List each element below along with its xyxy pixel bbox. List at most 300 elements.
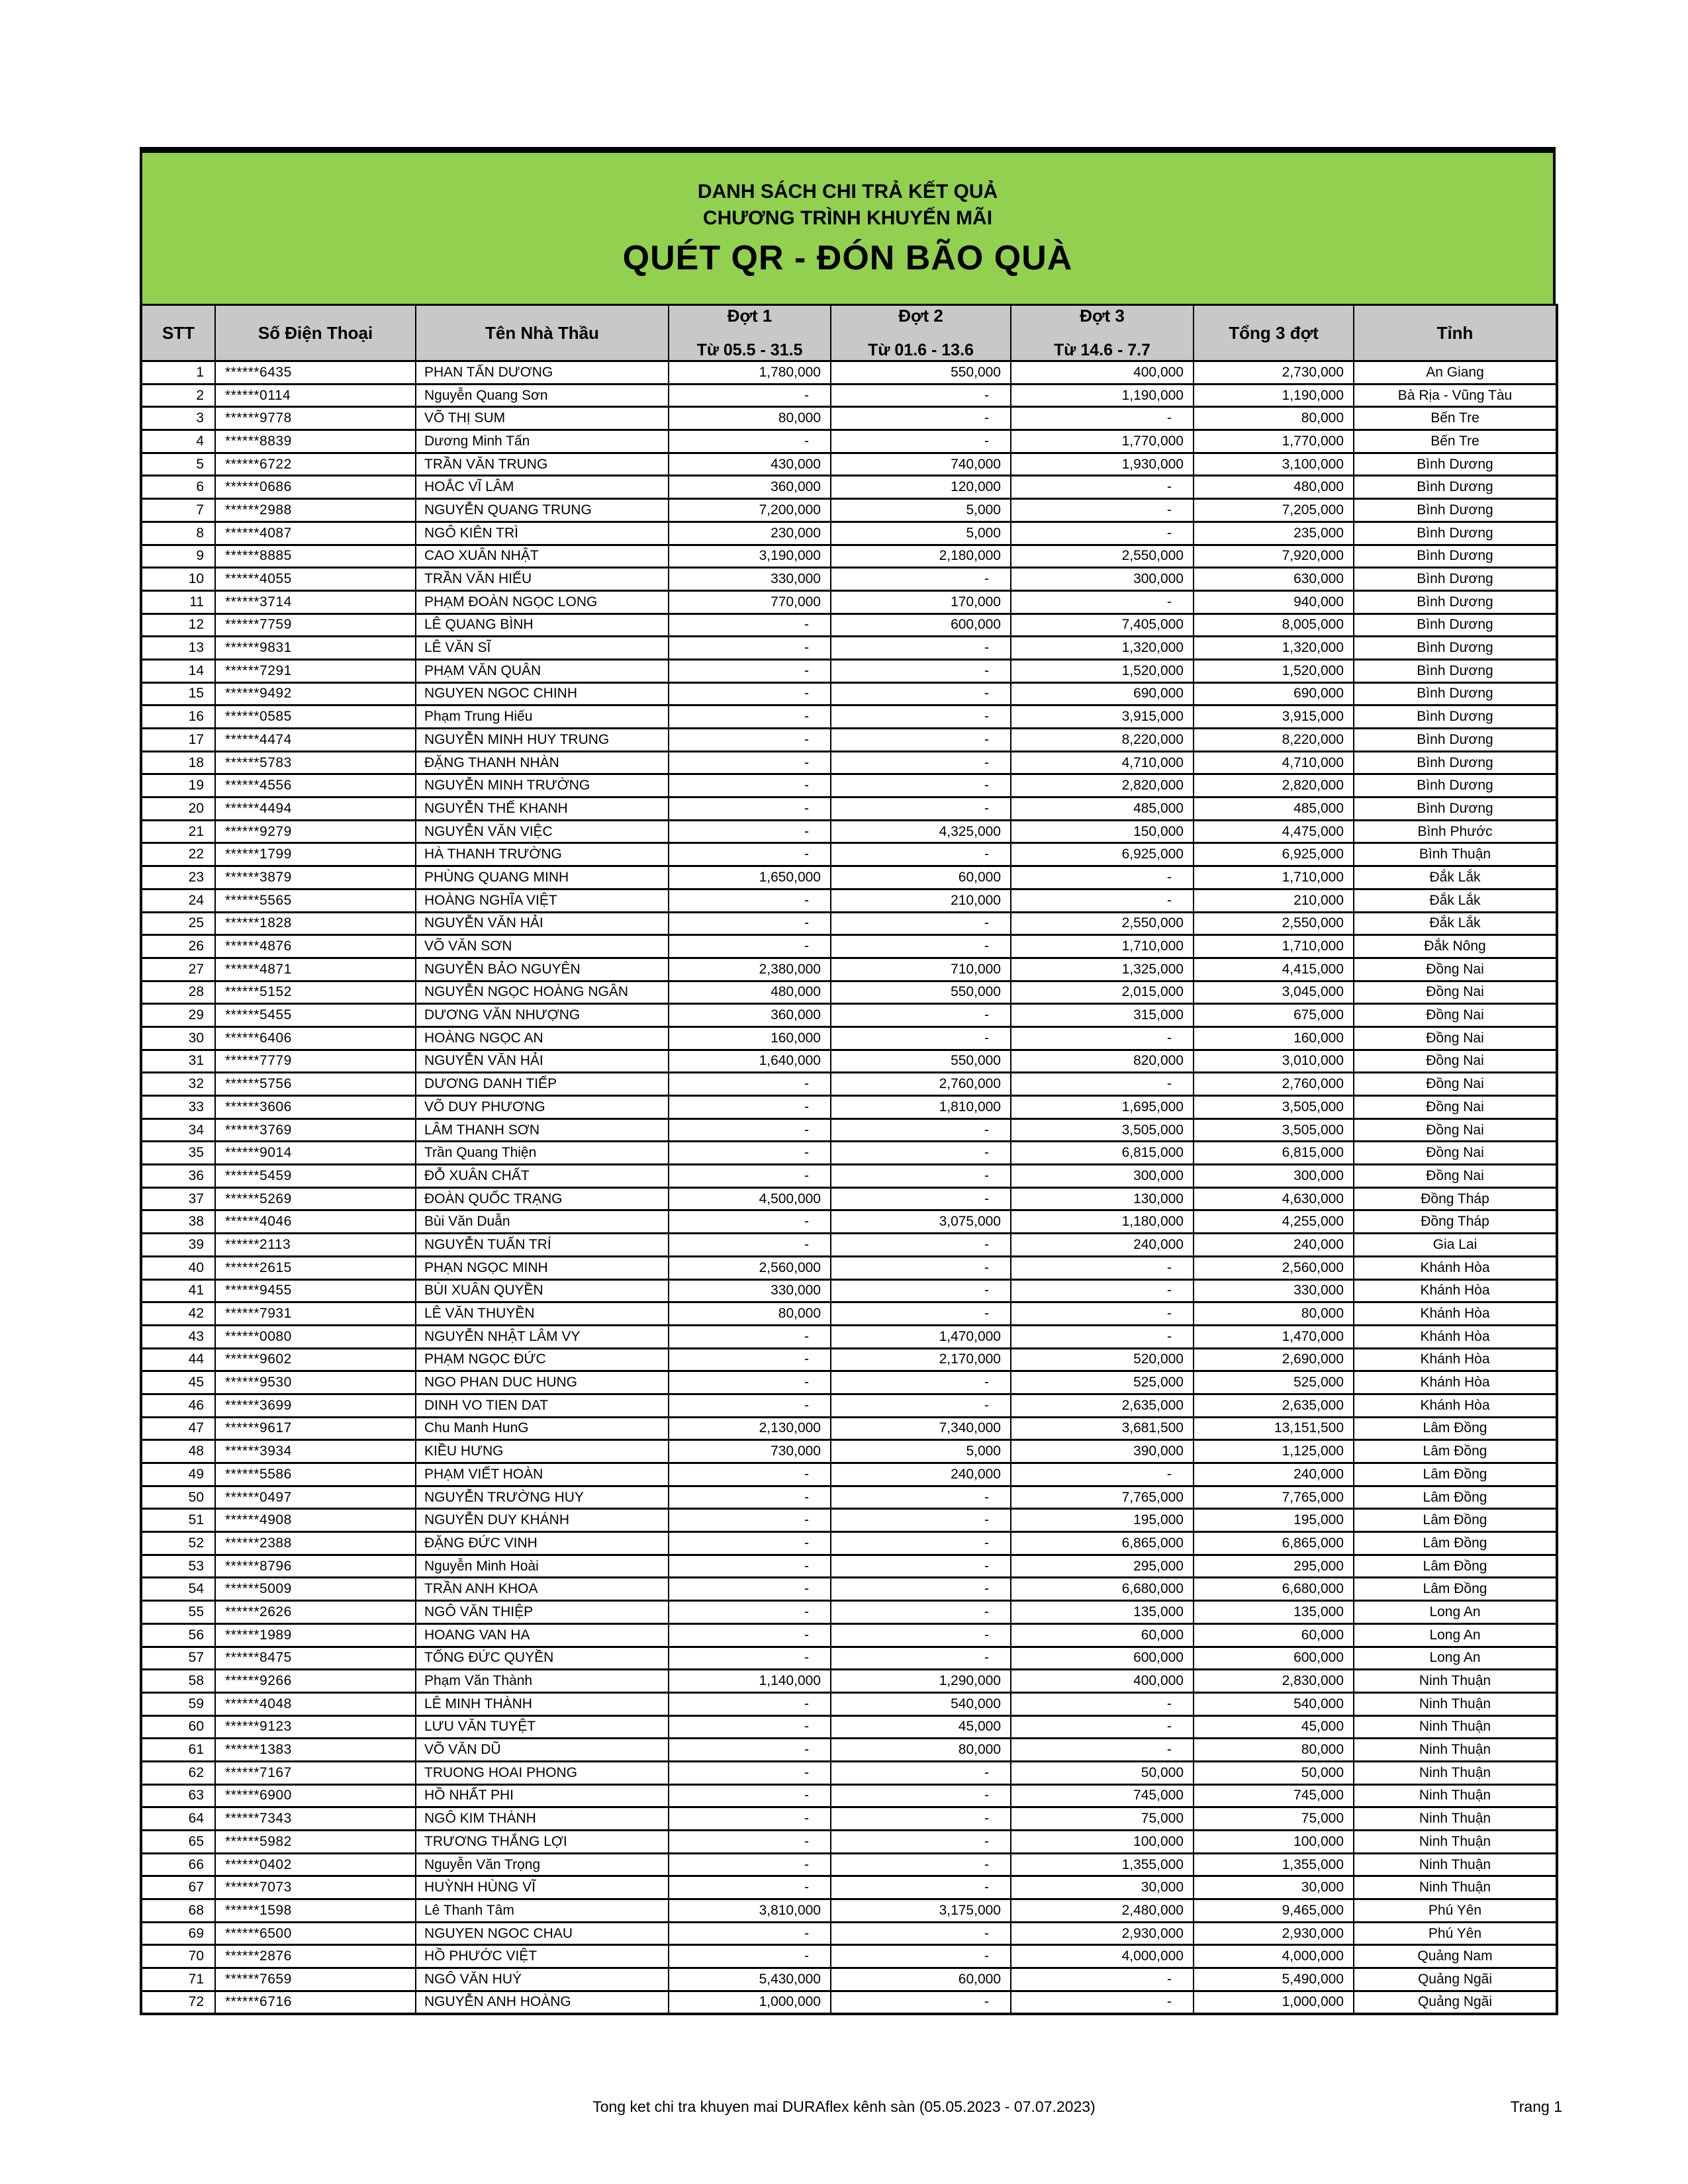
cell-contractor-name: Nguyễn Minh Hoài: [416, 1555, 669, 1578]
cell-contractor-name: PHÙNG QUANG MINH: [416, 866, 669, 889]
cell-dot3-amount: -: [1011, 499, 1194, 522]
cell-province: Đồng Nai: [1354, 1142, 1557, 1165]
cell-stt: 46: [141, 1394, 215, 1417]
cell-province: Khánh Hòa: [1354, 1371, 1557, 1394]
cell-stt: 1: [141, 361, 215, 385]
cell-total-amount: 7,205,000: [1194, 499, 1354, 522]
cell-dot3-amount: 2,550,000: [1011, 545, 1194, 568]
table-row: [141, 1692, 1557, 1715]
cell-stt: 18: [141, 751, 215, 774]
cell-contractor-name: PHAN TẤN DƯƠNG: [416, 361, 669, 385]
cell-contractor-name: VÕ VĂN DŨ: [416, 1739, 669, 1762]
cell-total-amount: 1,470,000: [1194, 1325, 1354, 1348]
cell-dot1-amount: 770,000: [669, 590, 831, 614]
page-footer: [0, 2097, 1688, 2123]
cell-total-amount: 1,520,000: [1194, 659, 1354, 682]
table-row: [141, 820, 1557, 843]
cell-stt: 51: [141, 1509, 215, 1532]
cell-dot1-amount: -: [669, 1578, 831, 1601]
cell-phone: ******7073: [215, 1876, 416, 1899]
cell-contractor-name: LÊ MINH THÀNH: [416, 1692, 669, 1715]
cell-dot2-amount: 5,000: [831, 499, 1011, 522]
table-row: [141, 1463, 1557, 1486]
cell-stt: 14: [141, 659, 215, 682]
cell-dot1-amount: -: [669, 1234, 831, 1257]
cell-stt: 58: [141, 1670, 215, 1693]
cell-dot2-amount: -: [831, 1142, 1011, 1165]
cell-phone: ******2876: [215, 1945, 416, 1968]
table-row: [141, 935, 1557, 958]
cell-phone: ******5982: [215, 1831, 416, 1854]
cell-contractor-name: PHẠM VIẾT HOÀN: [416, 1463, 669, 1486]
cell-phone: ******1799: [215, 843, 416, 866]
cell-dot2-amount: 60,000: [831, 1968, 1011, 1991]
cell-contractor-name: NGÔ KIÊN TRÌ: [416, 522, 669, 545]
cell-province: Bến Tre: [1354, 407, 1557, 430]
cell-dot3-amount: 1,320,000: [1011, 637, 1194, 660]
cell-contractor-name: ĐOÀN QUỐC TRẠNG: [416, 1187, 669, 1210]
cell-dot1-amount: -: [669, 1371, 831, 1394]
table-row: [141, 1647, 1557, 1670]
cell-contractor-name: NGUYỄN NGỌC HOÀNG NGÂN: [416, 981, 669, 1004]
cell-stt: 71: [141, 1968, 215, 1991]
cell-phone: ******8885: [215, 545, 416, 568]
cell-dot1-amount: -: [669, 1509, 831, 1532]
table-row: [141, 453, 1557, 476]
cell-province: Đồng Nai: [1354, 1073, 1557, 1096]
cell-stt: 39: [141, 1234, 215, 1257]
cell-dot1-amount: -: [669, 1210, 831, 1234]
cell-contractor-name: CAO XUÂN NHẬT: [416, 545, 669, 568]
cell-phone: ******7659: [215, 1968, 416, 1991]
table-row: [141, 1876, 1557, 1899]
footer-page-number: Trang 1: [1510, 2098, 1562, 2115]
cell-dot2-amount: -: [831, 1761, 1011, 1784]
table-row: [141, 729, 1557, 752]
cell-total-amount: 1,000,000: [1194, 1991, 1354, 2014]
table-row: [141, 1532, 1557, 1555]
cell-dot1-amount: -: [669, 935, 831, 958]
cell-dot3-amount: -: [1011, 1302, 1194, 1326]
cell-dot3-amount: 300,000: [1011, 568, 1194, 591]
table-row: [141, 1417, 1557, 1440]
cell-contractor-name: NGÔ KIM THÀNH: [416, 1807, 669, 1831]
table-row: [141, 430, 1557, 453]
cell-dot1-amount: 1,140,000: [669, 1670, 831, 1693]
cell-contractor-name: TRẦN VĂN TRUNG: [416, 453, 669, 476]
cell-total-amount: 1,125,000: [1194, 1440, 1354, 1463]
cell-dot3-amount: 745,000: [1011, 1784, 1194, 1807]
cell-dot3-amount: -: [1011, 1026, 1194, 1050]
cell-dot3-amount: 150,000: [1011, 820, 1194, 843]
cell-phone: ******9014: [215, 1142, 416, 1165]
cell-dot3-amount: -: [1011, 522, 1194, 545]
cell-dot3-amount: 2,550,000: [1011, 912, 1194, 935]
cell-total-amount: 1,190,000: [1194, 384, 1354, 407]
cell-stt: 48: [141, 1440, 215, 1463]
cell-dot2-amount: 7,340,000: [831, 1417, 1011, 1440]
col-header-province: [1354, 305, 1557, 361]
cell-stt: 53: [141, 1555, 215, 1578]
table-row: [141, 1371, 1557, 1394]
cell-total-amount: 210,000: [1194, 889, 1354, 912]
cell-dot2-amount: -: [831, 1945, 1011, 1968]
cell-dot1-amount: -: [669, 1623, 831, 1647]
cell-province: Đồng Nai: [1354, 1165, 1557, 1188]
table-row: [141, 1853, 1557, 1876]
cell-contractor-name: HỒ NHẤT PHI: [416, 1784, 669, 1807]
cell-dot2-amount: -: [831, 729, 1011, 752]
payout-table: [140, 304, 1558, 2015]
cell-province: Đồng Nai: [1354, 1026, 1557, 1050]
cell-dot2-amount: 710,000: [831, 958, 1011, 981]
cell-dot3-amount: 1,695,000: [1011, 1096, 1194, 1119]
cell-phone: ******2113: [215, 1234, 416, 1257]
cell-province: Bến Tre: [1354, 430, 1557, 453]
cell-province: Ninh Thuận: [1354, 1853, 1557, 1876]
cell-contractor-name: Phạm Trung Hiếu: [416, 705, 669, 729]
cell-dot3-amount: 6,680,000: [1011, 1578, 1194, 1601]
cell-dot1-amount: -: [669, 1325, 831, 1348]
cell-contractor-name: VÕ VĂN SƠN: [416, 935, 669, 958]
cell-dot2-amount: -: [831, 751, 1011, 774]
cell-dot1-amount: 480,000: [669, 981, 831, 1004]
cell-dot1-amount: -: [669, 1096, 831, 1119]
cell-phone: ******5756: [215, 1073, 416, 1096]
cell-stt: 67: [141, 1876, 215, 1899]
cell-province: Bình Thuận: [1354, 843, 1557, 866]
cell-dot1-amount: -: [669, 1784, 831, 1807]
cell-province: Khánh Hòa: [1354, 1348, 1557, 1371]
cell-dot3-amount: 7,765,000: [1011, 1486, 1194, 1509]
cell-total-amount: 540,000: [1194, 1692, 1354, 1715]
cell-dot3-amount: 7,405,000: [1011, 614, 1194, 637]
cell-total-amount: 675,000: [1194, 1004, 1354, 1027]
cell-phone: ******5459: [215, 1165, 416, 1188]
cell-dot2-amount: -: [831, 1555, 1011, 1578]
cell-dot1-amount: -: [669, 1807, 831, 1831]
cell-province: Bình Phước: [1354, 820, 1557, 843]
cell-province: Bình Dương: [1354, 568, 1557, 591]
cell-contractor-name: TRƯƠNG THẮNG LỢI: [416, 1831, 669, 1854]
table-row: [141, 1165, 1557, 1188]
cell-total-amount: 6,680,000: [1194, 1578, 1354, 1601]
cell-stt: 45: [141, 1371, 215, 1394]
cell-phone: ******0402: [215, 1853, 416, 1876]
cell-province: Bình Dương: [1354, 476, 1557, 499]
cell-stt: 11: [141, 590, 215, 614]
cell-phone: ******1989: [215, 1623, 416, 1647]
cell-dot1-amount: -: [669, 1715, 831, 1739]
cell-stt: 27: [141, 958, 215, 981]
cell-dot2-amount: 3,075,000: [831, 1210, 1011, 1234]
cell-phone: ******3699: [215, 1394, 416, 1417]
cell-province: Bình Dương: [1354, 614, 1557, 637]
table-row: [141, 1509, 1557, 1532]
cell-phone: ******1828: [215, 912, 416, 935]
cell-dot3-amount: 3,915,000: [1011, 705, 1194, 729]
cell-province: Bình Dương: [1354, 797, 1557, 821]
cell-dot2-amount: -: [831, 1991, 1011, 2014]
cell-province: Long An: [1354, 1601, 1557, 1624]
cell-stt: 15: [141, 682, 215, 705]
cell-stt: 22: [141, 843, 215, 866]
cell-contractor-name: TRẦN ANH KHOA: [416, 1578, 669, 1601]
cell-province: An Giang: [1354, 361, 1557, 385]
cell-dot2-amount: -: [831, 1807, 1011, 1831]
table-row: [141, 1325, 1557, 1348]
cell-contractor-name: NGUYỄN TRƯỜNG HUY: [416, 1486, 669, 1509]
cell-dot3-amount: 315,000: [1011, 1004, 1194, 1027]
cell-stt: 52: [141, 1532, 215, 1555]
cell-dot2-amount: -: [831, 1831, 1011, 1854]
cell-dot2-amount: -: [831, 912, 1011, 935]
cell-stt: 9: [141, 545, 215, 568]
cell-phone: ******6900: [215, 1784, 416, 1807]
cell-total-amount: 235,000: [1194, 522, 1354, 545]
cell-phone: ******3769: [215, 1118, 416, 1142]
cell-dot2-amount: -: [831, 1165, 1011, 1188]
cell-contractor-name: Trần Quang Thiện: [416, 1142, 669, 1165]
cell-dot3-amount: -: [1011, 590, 1194, 614]
cell-phone: ******0497: [215, 1486, 416, 1509]
cell-total-amount: 330,000: [1194, 1279, 1354, 1302]
cell-dot1-amount: 1,780,000: [669, 361, 831, 385]
cell-dot1-amount: 4,500,000: [669, 1187, 831, 1210]
table-row: [141, 1234, 1557, 1257]
table-row: [141, 1555, 1557, 1578]
cell-phone: ******9602: [215, 1348, 416, 1371]
cell-total-amount: 2,930,000: [1194, 1922, 1354, 1945]
cell-dot3-amount: 3,681,500: [1011, 1417, 1194, 1440]
cell-stt: 68: [141, 1899, 215, 1923]
cell-dot1-amount: 5,430,000: [669, 1968, 831, 1991]
table-row: [141, 1991, 1557, 2014]
cell-dot2-amount: 2,760,000: [831, 1073, 1011, 1096]
cell-dot3-amount: -: [1011, 1715, 1194, 1739]
cell-dot1-amount: -: [669, 682, 831, 705]
cell-phone: ******9778: [215, 407, 416, 430]
cell-dot2-amount: -: [831, 1509, 1011, 1532]
table-row: [141, 1440, 1557, 1463]
banner-line-3: QUÉT QR - ĐÓN BÃO QUÀ: [622, 239, 1073, 277]
cell-total-amount: 240,000: [1194, 1234, 1354, 1257]
cell-dot2-amount: 2,180,000: [831, 545, 1011, 568]
cell-dot3-amount: -: [1011, 1463, 1194, 1486]
cell-dot2-amount: 600,000: [831, 614, 1011, 637]
cell-total-amount: 7,920,000: [1194, 545, 1354, 568]
cell-contractor-name: HOANG VAN HA: [416, 1623, 669, 1647]
cell-stt: 32: [141, 1073, 215, 1096]
cell-province: Đắk Nông: [1354, 935, 1557, 958]
cell-total-amount: 240,000: [1194, 1463, 1354, 1486]
cell-dot2-amount: -: [831, 1187, 1011, 1210]
cell-stt: 59: [141, 1692, 215, 1715]
cell-province: Đồng Nai: [1354, 981, 1557, 1004]
cell-phone: ******0114: [215, 384, 416, 407]
cell-total-amount: 2,690,000: [1194, 1348, 1354, 1371]
cell-province: Bình Dương: [1354, 705, 1557, 729]
table-row: [141, 1096, 1557, 1119]
cell-contractor-name: DINH VO TIEN DAT: [416, 1394, 669, 1417]
table-row: [141, 1831, 1557, 1854]
cell-province: Phú Yên: [1354, 1922, 1557, 1945]
cell-province: Ninh Thuận: [1354, 1807, 1557, 1831]
cell-dot1-amount: -: [669, 1853, 831, 1876]
cell-dot2-amount: 550,000: [831, 361, 1011, 385]
cell-contractor-name: NGUYỄN VĂN HẢI: [416, 912, 669, 935]
cell-stt: 70: [141, 1945, 215, 1968]
cell-phone: ******4871: [215, 958, 416, 981]
table-row: [141, 1715, 1557, 1739]
cell-dot1-amount: -: [669, 889, 831, 912]
table-row: [141, 1739, 1557, 1762]
cell-dot1-amount: -: [669, 1922, 831, 1945]
cell-dot3-amount: 520,000: [1011, 1348, 1194, 1371]
cell-contractor-name: BÙI XUÂN QUYỀN: [416, 1279, 669, 1302]
cell-contractor-name: Lê Thanh Tâm: [416, 1899, 669, 1923]
cell-stt: 62: [141, 1761, 215, 1784]
cell-stt: 26: [141, 935, 215, 958]
cell-stt: 42: [141, 1302, 215, 1326]
cell-contractor-name: HOÀNG NGHĨA VIỆT: [416, 889, 669, 912]
column-sublabel: Từ 01.6 - 13.6: [868, 341, 974, 359]
cell-dot1-amount: -: [669, 729, 831, 752]
cell-province: Bà Rịa - Vũng Tàu: [1354, 384, 1557, 407]
cell-phone: ******7759: [215, 614, 416, 637]
cell-dot3-amount: 2,015,000: [1011, 981, 1194, 1004]
cell-province: Đắk Lắk: [1354, 889, 1557, 912]
cell-dot3-amount: -: [1011, 1739, 1194, 1762]
cell-stt: 20: [141, 797, 215, 821]
table-row: [141, 1142, 1557, 1165]
cell-dot1-amount: 3,810,000: [669, 1899, 831, 1923]
cell-phone: ******9831: [215, 637, 416, 660]
cell-stt: 49: [141, 1463, 215, 1486]
cell-dot2-amount: -: [831, 407, 1011, 430]
cell-province: Đồng Nai: [1354, 1050, 1557, 1073]
cell-total-amount: 4,415,000: [1194, 958, 1354, 981]
cell-total-amount: 135,000: [1194, 1601, 1354, 1624]
cell-total-amount: 525,000: [1194, 1371, 1354, 1394]
table-row: [141, 1945, 1557, 1968]
cell-dot1-amount: 230,000: [669, 522, 831, 545]
cell-contractor-name: HOẮC VĨ LÂM: [416, 476, 669, 499]
cell-dot2-amount: -: [831, 1279, 1011, 1302]
cell-contractor-name: NGO PHAN DUC HUNG: [416, 1371, 669, 1394]
cell-dot3-amount: 1,355,000: [1011, 1853, 1194, 1876]
cell-province: Ninh Thuận: [1354, 1876, 1557, 1899]
cell-contractor-name: HOÀNG NGỌC AN: [416, 1026, 669, 1050]
cell-contractor-name: KIỀU HƯNG: [416, 1440, 669, 1463]
table-row: [141, 1348, 1557, 1371]
cell-dot2-amount: -: [831, 659, 1011, 682]
cell-province: Long An: [1354, 1647, 1557, 1670]
cell-dot2-amount: -: [831, 1784, 1011, 1807]
cell-stt: 57: [141, 1647, 215, 1670]
cell-contractor-name: NGUYỄN THẾ KHANH: [416, 797, 669, 821]
table-row: [141, 797, 1557, 821]
cell-contractor-name: Dương Minh Tấn: [416, 430, 669, 453]
cell-contractor-name: PHẠM NGỌC ĐỨC: [416, 1348, 669, 1371]
cell-contractor-name: LÂM THANH SƠN: [416, 1118, 669, 1142]
cell-dot2-amount: 1,290,000: [831, 1670, 1011, 1693]
cell-dot2-amount: 550,000: [831, 981, 1011, 1004]
table-row: [141, 1623, 1557, 1647]
cell-stt: 69: [141, 1922, 215, 1945]
cell-total-amount: 80,000: [1194, 1302, 1354, 1326]
cell-phone: ******5269: [215, 1187, 416, 1210]
cell-dot1-amount: -: [669, 1692, 831, 1715]
cell-stt: 72: [141, 1991, 215, 2014]
cell-dot3-amount: 300,000: [1011, 1165, 1194, 1188]
cell-dot2-amount: 5,000: [831, 522, 1011, 545]
cell-stt: 30: [141, 1026, 215, 1050]
cell-stt: 56: [141, 1623, 215, 1647]
cell-dot3-amount: 60,000: [1011, 1623, 1194, 1647]
cell-total-amount: 3,045,000: [1194, 981, 1354, 1004]
column-label: Tên Nhà Thầu: [485, 323, 599, 343]
cell-dot3-amount: 820,000: [1011, 1050, 1194, 1073]
cell-contractor-name: TỐNG ĐỨC QUYỀN: [416, 1647, 669, 1670]
table-row: [141, 866, 1557, 889]
cell-province: Bình Dương: [1354, 682, 1557, 705]
table-row: [141, 659, 1557, 682]
cell-dot3-amount: 2,930,000: [1011, 1922, 1194, 1945]
cell-phone: ******2615: [215, 1256, 416, 1279]
cell-contractor-name: LÊ VĂN SĨ: [416, 637, 669, 660]
cell-dot2-amount: -: [831, 637, 1011, 660]
cell-dot2-amount: -: [831, 1371, 1011, 1394]
cell-dot1-amount: -: [669, 1555, 831, 1578]
cell-total-amount: 2,820,000: [1194, 774, 1354, 797]
cell-total-amount: 30,000: [1194, 1876, 1354, 1899]
cell-province: Lâm Đồng: [1354, 1463, 1557, 1486]
cell-contractor-name: VÕ DUY PHƯƠNG: [416, 1096, 669, 1119]
cell-total-amount: 1,770,000: [1194, 430, 1354, 453]
cell-dot2-amount: -: [831, 1532, 1011, 1555]
cell-dot3-amount: 50,000: [1011, 1761, 1194, 1784]
cell-contractor-name: Phạm Văn Thành: [416, 1670, 669, 1693]
table-row: [141, 1784, 1557, 1807]
cell-dot3-amount: 400,000: [1011, 361, 1194, 385]
cell-dot2-amount: -: [831, 1647, 1011, 1670]
table-row: [141, 1210, 1557, 1234]
cell-dot1-amount: 3,190,000: [669, 545, 831, 568]
cell-dot2-amount: 5,000: [831, 1440, 1011, 1463]
cell-dot1-amount: 7,200,000: [669, 499, 831, 522]
cell-total-amount: 100,000: [1194, 1831, 1354, 1854]
cell-contractor-name: ĐẶNG THANH NHÀN: [416, 751, 669, 774]
cell-dot1-amount: 430,000: [669, 453, 831, 476]
banner-line-1: DANH SÁCH CHI TRẢ KẾT QUẢ: [697, 181, 998, 203]
cell-dot2-amount: -: [831, 705, 1011, 729]
table-row: [141, 1899, 1557, 1923]
cell-dot1-amount: 730,000: [669, 1440, 831, 1463]
cell-dot1-amount: -: [669, 912, 831, 935]
cell-province: Đồng Nai: [1354, 1096, 1557, 1119]
cell-stt: 28: [141, 981, 215, 1004]
table-row: [141, 1394, 1557, 1417]
cell-province: Long An: [1354, 1623, 1557, 1647]
cell-phone: ******8475: [215, 1647, 416, 1670]
cell-province: Bình Dương: [1354, 499, 1557, 522]
cell-dot2-amount: -: [831, 1853, 1011, 1876]
cell-dot1-amount: 330,000: [669, 1279, 831, 1302]
cell-dot2-amount: 210,000: [831, 889, 1011, 912]
cell-dot3-amount: 135,000: [1011, 1601, 1194, 1624]
cell-dot3-amount: -: [1011, 866, 1194, 889]
